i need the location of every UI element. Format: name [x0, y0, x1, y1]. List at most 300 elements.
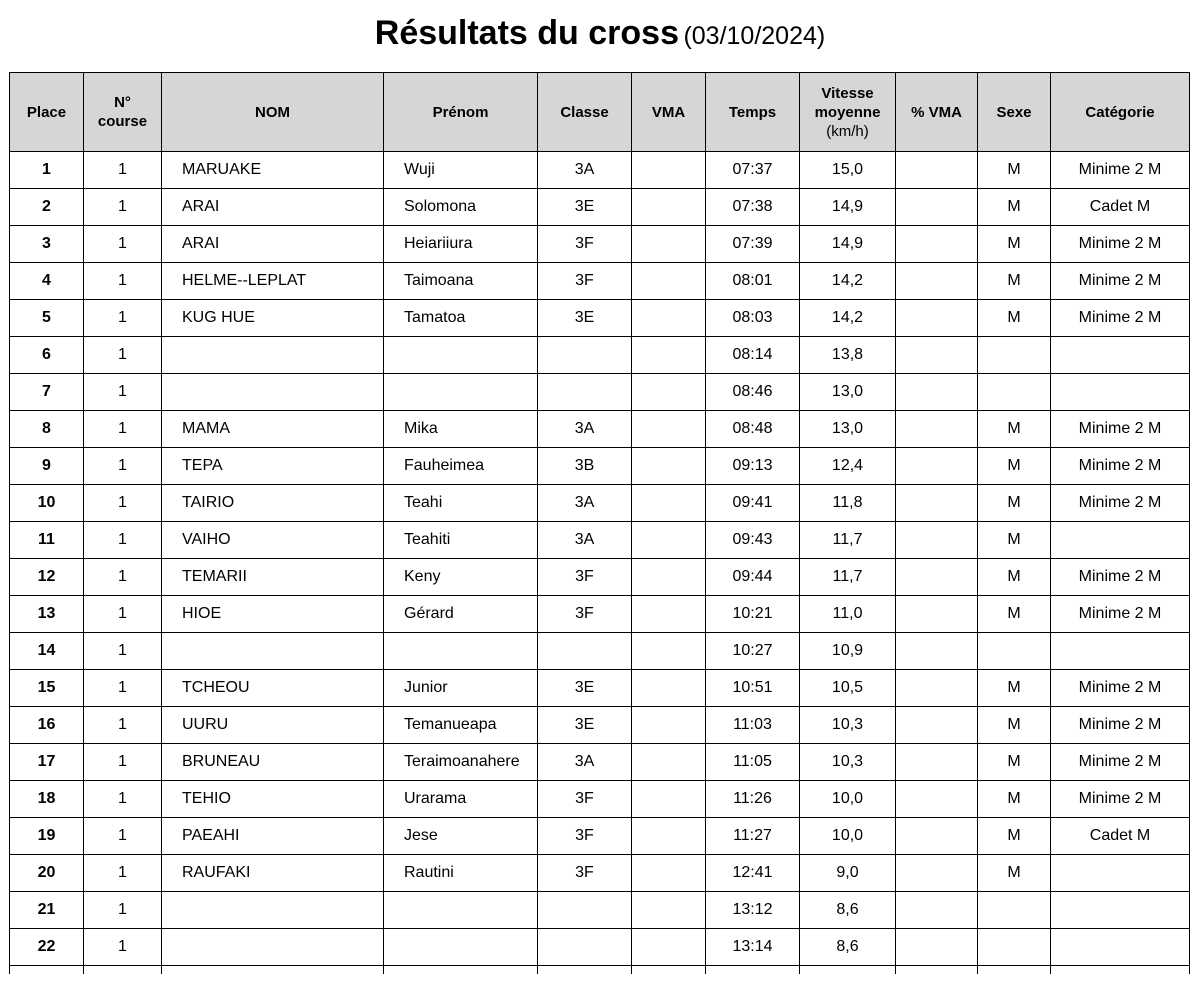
- cell-vma: [632, 633, 706, 670]
- cell-classe: 3A: [538, 522, 632, 559]
- cell-prenom: [384, 633, 538, 670]
- table-row: [10, 263, 1190, 300]
- column-header-categorie: [1051, 73, 1190, 152]
- cell-place: 2: [10, 189, 84, 226]
- cell-place: 17: [10, 744, 84, 781]
- cell-nom: [162, 929, 384, 966]
- cell-categorie: [1051, 855, 1190, 892]
- cell-course: 1: [84, 189, 162, 226]
- cell-pct_vma: [896, 670, 978, 707]
- table-row: [10, 485, 1190, 522]
- cell-course: 1: [84, 707, 162, 744]
- cell-classe: 3A: [538, 411, 632, 448]
- cell-vitesse: 8,6: [800, 892, 896, 929]
- cell-categorie: Minime 2 M: [1051, 226, 1190, 263]
- cell-vma: [632, 818, 706, 855]
- cell-nom: TEHIO: [162, 781, 384, 818]
- cell-temps: 12:41: [706, 855, 800, 892]
- cell-categorie: Minime 2 M: [1051, 263, 1190, 300]
- cell-place: 15: [10, 670, 84, 707]
- cell-sexe: M: [978, 596, 1051, 633]
- cell-vitesse: 9,0: [800, 855, 896, 892]
- cell-categorie: Minime 2 M: [1051, 152, 1190, 189]
- cell-place: 13: [10, 596, 84, 633]
- cell-prenom: Teahi: [384, 485, 538, 522]
- column-header-classe: [538, 73, 632, 152]
- cell-vitesse: 11,7: [800, 522, 896, 559]
- table-row: [10, 818, 1190, 855]
- cell-empty: [84, 966, 162, 975]
- cell-categorie: Minime 2 M: [1051, 707, 1190, 744]
- cell-empty: [706, 966, 800, 975]
- cell-temps: 09:41: [706, 485, 800, 522]
- cell-course: 1: [84, 226, 162, 263]
- cell-categorie: [1051, 374, 1190, 411]
- cell-classe: [538, 892, 632, 929]
- cell-course: 1: [84, 152, 162, 189]
- cell-course: 1: [84, 855, 162, 892]
- cell-categorie: Minime 2 M: [1051, 781, 1190, 818]
- cell-course: 1: [84, 818, 162, 855]
- title-date: (03/10/2024): [683, 22, 826, 50]
- cell-pct_vma: [896, 744, 978, 781]
- cell-empty: [384, 966, 538, 975]
- cell-place: 1: [10, 152, 84, 189]
- cell-nom: PAEAHI: [162, 818, 384, 855]
- cell-categorie: Minime 2 M: [1051, 559, 1190, 596]
- cell-vitesse: 11,0: [800, 596, 896, 633]
- cell-place: 22: [10, 929, 84, 966]
- cell-place: 20: [10, 855, 84, 892]
- cell-classe: [538, 374, 632, 411]
- cell-pct_vma: [896, 263, 978, 300]
- cell-temps: 13:14: [706, 929, 800, 966]
- cell-sexe: M: [978, 152, 1051, 189]
- cell-vma: [632, 411, 706, 448]
- cell-temps: 08:14: [706, 337, 800, 374]
- table-row: [10, 226, 1190, 263]
- cell-pct_vma: [896, 892, 978, 929]
- cell-temps: 09:44: [706, 559, 800, 596]
- cell-nom: KUG HUE: [162, 300, 384, 337]
- cell-course: 1: [84, 892, 162, 929]
- cell-vma: [632, 226, 706, 263]
- cell-vitesse: 12,4: [800, 448, 896, 485]
- cell-categorie: Minime 2 M: [1051, 411, 1190, 448]
- cell-sexe: M: [978, 670, 1051, 707]
- cell-classe: 3E: [538, 189, 632, 226]
- table-row: [10, 670, 1190, 707]
- cell-course: 1: [84, 929, 162, 966]
- cell-categorie: Minime 2 M: [1051, 448, 1190, 485]
- cell-prenom: [384, 337, 538, 374]
- cell-sexe: [978, 892, 1051, 929]
- cell-sexe: M: [978, 818, 1051, 855]
- cell-vitesse: 10,0: [800, 781, 896, 818]
- cell-nom: HIOE: [162, 596, 384, 633]
- column-header-label: VMA: [651, 103, 686, 121]
- cell-temps: 11:27: [706, 818, 800, 855]
- column-header-nom: [162, 73, 384, 152]
- cell-nom: MAMA: [162, 411, 384, 448]
- cell-prenom: Gérard: [384, 596, 538, 633]
- cell-temps: 09:13: [706, 448, 800, 485]
- cell-vitesse: 15,0: [800, 152, 896, 189]
- cell-vitesse: 11,7: [800, 559, 896, 596]
- cell-prenom: Fauheimea: [384, 448, 538, 485]
- cell-categorie: Minime 2 M: [1051, 596, 1190, 633]
- cell-course: 1: [84, 522, 162, 559]
- cell-sexe: [978, 374, 1051, 411]
- cell-vitesse: 14,2: [800, 263, 896, 300]
- cell-nom: BRUNEAU: [162, 744, 384, 781]
- cell-temps: 11:05: [706, 744, 800, 781]
- cell-empty: [896, 966, 978, 975]
- cell-temps: 08:03: [706, 300, 800, 337]
- cell-vitesse: 14,2: [800, 300, 896, 337]
- cell-place: 18: [10, 781, 84, 818]
- cell-nom: ARAI: [162, 226, 384, 263]
- cell-pct_vma: [896, 929, 978, 966]
- cell-sexe: M: [978, 485, 1051, 522]
- results-table: [9, 72, 1190, 974]
- cell-place: 10: [10, 485, 84, 522]
- cell-classe: [538, 633, 632, 670]
- cell-classe: 3F: [538, 855, 632, 892]
- cell-nom: RAUFAKI: [162, 855, 384, 892]
- cell-classe: 3F: [538, 818, 632, 855]
- cell-prenom: [384, 929, 538, 966]
- cell-nom: HELME--LEPLAT: [162, 263, 384, 300]
- cell-empty: [632, 966, 706, 975]
- cell-pct_vma: [896, 189, 978, 226]
- cell-sexe: M: [978, 522, 1051, 559]
- cell-pct_vma: [896, 300, 978, 337]
- cell-course: 1: [84, 744, 162, 781]
- column-header-label: Vitesse: [821, 84, 874, 102]
- cell-vma: [632, 596, 706, 633]
- cell-categorie: Minime 2 M: [1051, 485, 1190, 522]
- cell-vma: [632, 670, 706, 707]
- column-header-vitesse: [800, 73, 896, 152]
- cell-prenom: Keny: [384, 559, 538, 596]
- cell-classe: 3A: [538, 485, 632, 522]
- cell-place: 3: [10, 226, 84, 263]
- cell-nom: [162, 374, 384, 411]
- cell-temps: 08:48: [706, 411, 800, 448]
- cell-vma: [632, 707, 706, 744]
- cell-vma: [632, 744, 706, 781]
- cell-pct_vma: [896, 485, 978, 522]
- cell-nom: TEPA: [162, 448, 384, 485]
- cell-categorie: [1051, 522, 1190, 559]
- cell-vitesse: 10,5: [800, 670, 896, 707]
- cell-sexe: M: [978, 411, 1051, 448]
- table-row: [10, 522, 1190, 559]
- cell-nom: MARUAKE: [162, 152, 384, 189]
- table-row: [10, 448, 1190, 485]
- cell-sexe: M: [978, 559, 1051, 596]
- column-header-course: [84, 73, 162, 152]
- cell-course: 1: [84, 633, 162, 670]
- cell-course: 1: [84, 670, 162, 707]
- cell-place: 4: [10, 263, 84, 300]
- cell-vma: [632, 855, 706, 892]
- cell-nom: [162, 633, 384, 670]
- cell-empty: [538, 966, 632, 975]
- cell-classe: 3E: [538, 707, 632, 744]
- cell-pct_vma: [896, 855, 978, 892]
- cell-sexe: M: [978, 300, 1051, 337]
- cell-vitesse: 13,0: [800, 411, 896, 448]
- cell-temps: 07:39: [706, 226, 800, 263]
- cell-prenom: [384, 374, 538, 411]
- cell-place: 12: [10, 559, 84, 596]
- cell-vma: [632, 485, 706, 522]
- cell-vma: [632, 781, 706, 818]
- column-header-pct_vma: [896, 73, 978, 152]
- cell-vitesse: 10,3: [800, 744, 896, 781]
- cell-place: 19: [10, 818, 84, 855]
- column-header-sexe: [978, 73, 1051, 152]
- cell-pct_vma: [896, 152, 978, 189]
- cell-vma: [632, 263, 706, 300]
- table-row: [10, 152, 1190, 189]
- cell-temps: 09:43: [706, 522, 800, 559]
- table-row: [10, 892, 1190, 929]
- table-row-partial: [10, 966, 1190, 975]
- table-row: [10, 596, 1190, 633]
- table-row: [10, 633, 1190, 670]
- cell-nom: TEMARII: [162, 559, 384, 596]
- table-row: [10, 189, 1190, 226]
- cell-classe: 3F: [538, 263, 632, 300]
- cell-empty: [1051, 966, 1190, 975]
- table-row: [10, 707, 1190, 744]
- cell-vitesse: 10,0: [800, 818, 896, 855]
- cell-categorie: Minime 2 M: [1051, 744, 1190, 781]
- cell-place: 14: [10, 633, 84, 670]
- column-header-temps: [706, 73, 800, 152]
- cell-sexe: M: [978, 781, 1051, 818]
- cell-pct_vma: [896, 226, 978, 263]
- cell-classe: 3A: [538, 744, 632, 781]
- cell-vma: [632, 522, 706, 559]
- column-header-label: Sexe: [996, 103, 1032, 121]
- cell-course: 1: [84, 596, 162, 633]
- cell-sexe: M: [978, 707, 1051, 744]
- table-row: [10, 855, 1190, 892]
- cell-sexe: [978, 929, 1051, 966]
- cell-temps: 13:12: [706, 892, 800, 929]
- column-header-label: moyenne: [814, 103, 881, 121]
- cell-classe: 3F: [538, 559, 632, 596]
- cell-nom: [162, 337, 384, 374]
- cell-course: 1: [84, 781, 162, 818]
- cell-nom: TCHEOU: [162, 670, 384, 707]
- column-header-label: course: [97, 113, 148, 130]
- cell-vma: [632, 300, 706, 337]
- cell-vitesse: 14,9: [800, 226, 896, 263]
- column-header-label: Prénom: [432, 103, 489, 121]
- table-row: [10, 781, 1190, 818]
- cell-pct_vma: [896, 559, 978, 596]
- cell-categorie: [1051, 929, 1190, 966]
- cell-place: 7: [10, 374, 84, 411]
- cell-sexe: M: [978, 448, 1051, 485]
- cell-classe: 3F: [538, 596, 632, 633]
- cell-nom: ARAI: [162, 189, 384, 226]
- cell-temps: 08:46: [706, 374, 800, 411]
- cell-classe: 3F: [538, 226, 632, 263]
- cell-prenom: Teahiti: [384, 522, 538, 559]
- cell-course: 1: [84, 411, 162, 448]
- cell-sexe: [978, 337, 1051, 374]
- cell-place: 8: [10, 411, 84, 448]
- cell-vma: [632, 892, 706, 929]
- cell-prenom: Mika: [384, 411, 538, 448]
- cell-course: 1: [84, 448, 162, 485]
- cell-vma: [632, 189, 706, 226]
- cell-course: 1: [84, 300, 162, 337]
- cell-classe: 3B: [538, 448, 632, 485]
- cell-vma: [632, 337, 706, 374]
- cell-prenom: Rautini: [384, 855, 538, 892]
- cell-temps: 07:38: [706, 189, 800, 226]
- cell-classe: 3E: [538, 300, 632, 337]
- cell-vitesse: 10,9: [800, 633, 896, 670]
- cell-vma: [632, 374, 706, 411]
- cell-vitesse: 13,0: [800, 374, 896, 411]
- cell-temps: 10:27: [706, 633, 800, 670]
- cell-classe: 3E: [538, 670, 632, 707]
- table-row: [10, 300, 1190, 337]
- cell-vma: [632, 152, 706, 189]
- cell-pct_vma: [896, 596, 978, 633]
- column-header-label: Temps: [728, 103, 777, 121]
- table-header: [10, 73, 1190, 152]
- cell-nom: UURU: [162, 707, 384, 744]
- cell-prenom: Jese: [384, 818, 538, 855]
- cell-temps: 11:03: [706, 707, 800, 744]
- column-header-label: NOM: [255, 103, 290, 121]
- cell-categorie: Cadet M: [1051, 818, 1190, 855]
- cell-nom: TAIRIO: [162, 485, 384, 522]
- cell-place: 9: [10, 448, 84, 485]
- cell-prenom: Taimoana: [384, 263, 538, 300]
- cell-pct_vma: [896, 818, 978, 855]
- cell-categorie: Cadet M: [1051, 189, 1190, 226]
- header-row: [10, 73, 1190, 152]
- cell-classe: 3F: [538, 781, 632, 818]
- cell-empty: [162, 966, 384, 975]
- table-row: [10, 744, 1190, 781]
- cell-prenom: Teraimoanahere: [384, 744, 538, 781]
- page-title: [0, 14, 1200, 53]
- table-row: [10, 374, 1190, 411]
- cell-pct_vma: [896, 374, 978, 411]
- cell-pct_vma: [896, 633, 978, 670]
- table-row: [10, 337, 1190, 374]
- cell-pct_vma: [896, 411, 978, 448]
- cell-prenom: Heiariiura: [384, 226, 538, 263]
- cell-pct_vma: [896, 522, 978, 559]
- cell-sexe: M: [978, 263, 1051, 300]
- cell-empty: [978, 966, 1051, 975]
- cell-place: 6: [10, 337, 84, 374]
- cell-sexe: M: [978, 855, 1051, 892]
- cell-vma: [632, 929, 706, 966]
- cell-sexe: [978, 633, 1051, 670]
- cell-temps: 10:21: [706, 596, 800, 633]
- cell-sexe: M: [978, 189, 1051, 226]
- column-header-label: (km/h): [826, 122, 869, 140]
- cell-categorie: [1051, 633, 1190, 670]
- column-header-vma: [632, 73, 706, 152]
- cell-course: 1: [84, 374, 162, 411]
- cell-categorie: [1051, 337, 1190, 374]
- cell-prenom: Solomona: [384, 189, 538, 226]
- cell-temps: 07:37: [706, 152, 800, 189]
- cell-classe: 3A: [538, 152, 632, 189]
- cell-sexe: M: [978, 744, 1051, 781]
- cell-prenom: Urarama: [384, 781, 538, 818]
- cell-vitesse: 10,3: [800, 707, 896, 744]
- cell-pct_vma: [896, 448, 978, 485]
- cell-course: 1: [84, 559, 162, 596]
- cell-temps: 08:01: [706, 263, 800, 300]
- table-row: [10, 411, 1190, 448]
- title-text: Résultats du cross: [374, 14, 679, 52]
- table-row: [10, 559, 1190, 596]
- cell-classe: [538, 337, 632, 374]
- column-header-prenom: [384, 73, 538, 152]
- cell-empty: [10, 966, 84, 975]
- cell-pct_vma: [896, 337, 978, 374]
- cell-vitesse: 14,9: [800, 189, 896, 226]
- cell-place: 21: [10, 892, 84, 929]
- cell-nom: [162, 892, 384, 929]
- cell-categorie: [1051, 892, 1190, 929]
- column-header-place: [10, 73, 84, 152]
- cell-vitesse: 11,8: [800, 485, 896, 522]
- cell-pct_vma: [896, 707, 978, 744]
- cell-place: 11: [10, 522, 84, 559]
- cell-prenom: Tamatoa: [384, 300, 538, 337]
- cell-vma: [632, 559, 706, 596]
- cell-categorie: Minime 2 M: [1051, 300, 1190, 337]
- cell-place: 16: [10, 707, 84, 744]
- cell-categorie: Minime 2 M: [1051, 670, 1190, 707]
- cell-pct_vma: [896, 781, 978, 818]
- column-header-label: Place: [26, 103, 67, 121]
- cell-temps: 11:26: [706, 781, 800, 818]
- cell-vma: [632, 448, 706, 485]
- cell-nom: VAIHO: [162, 522, 384, 559]
- cell-temps: 10:51: [706, 670, 800, 707]
- cell-vitesse: 13,8: [800, 337, 896, 374]
- cell-course: 1: [84, 263, 162, 300]
- cell-prenom: Wuji: [384, 152, 538, 189]
- cell-empty: [800, 966, 896, 975]
- cell-prenom: Temanueapa: [384, 707, 538, 744]
- cell-course: 1: [84, 337, 162, 374]
- table-row: [10, 929, 1190, 966]
- cell-sexe: M: [978, 226, 1051, 263]
- column-header-label: Catégorie: [1085, 103, 1155, 121]
- table-body: [10, 152, 1190, 975]
- cell-course: 1: [84, 485, 162, 522]
